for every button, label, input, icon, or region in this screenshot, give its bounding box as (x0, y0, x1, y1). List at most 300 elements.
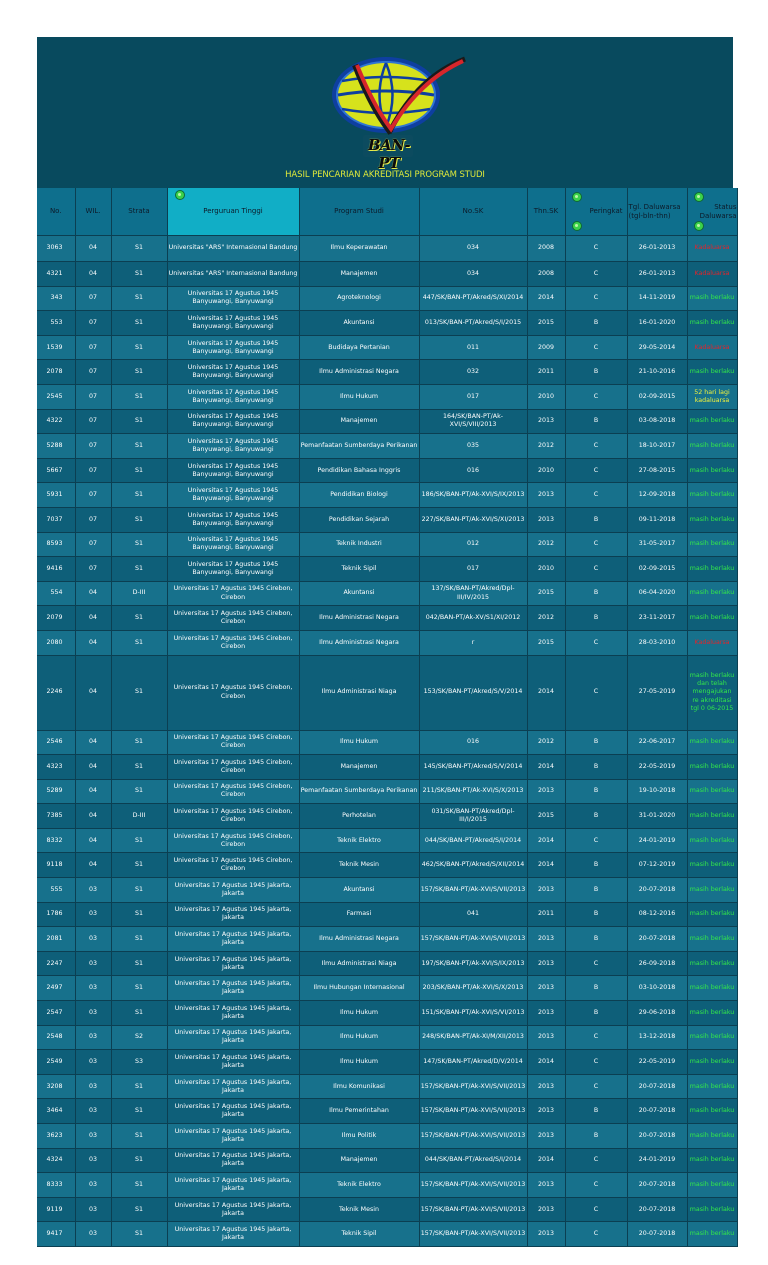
table-row (37, 409, 737, 434)
cell-no-sk: 016 (419, 730, 527, 755)
cell-thn-sk: 2010 (527, 458, 565, 483)
cell-wil: 07 (75, 409, 111, 434)
cell-status-daluwarsa: masih berlaku (687, 976, 737, 1001)
cell-no-sk: 164/SK/BAN-PT/Ak-XVI/S/VIII/2013 (419, 409, 527, 434)
results-table-wrapper (37, 188, 737, 1247)
cell-no: 5288 (37, 434, 75, 459)
cell-wil: 03 (75, 1148, 111, 1173)
table-row (37, 335, 737, 360)
cell-no-sk: 145/SK/BAN-PT/Akred/S/V/2014 (419, 755, 527, 780)
cell-wil: 07 (75, 335, 111, 360)
cell-thn-sk: 2013 (527, 507, 565, 532)
cell-thn-sk: 2011 (527, 902, 565, 927)
cell-status-daluwarsa: masih berlaku (687, 755, 737, 780)
header-program-studi-label: Program Studi (334, 207, 384, 216)
cell-perguruan-tinggi: Universitas 17 Agustus 1945 Banyuwangi, Banyuwangi (167, 507, 299, 532)
cell-status-daluwarsa: masih berlaku dan telah mengajukan re akreditasi tgl 0 06-2015 (687, 655, 737, 730)
cell-program-studi: Teknik Elektro (299, 828, 419, 853)
cell-wil: 04 (75, 779, 111, 804)
cell-peringkat: C (565, 630, 627, 655)
header-status-daluwarsa[interactable] (687, 188, 737, 236)
sort-down-icon[interactable] (694, 221, 704, 231)
cell-perguruan-tinggi: Universitas 17 Agustus 1945 Banyuwangi, Banyuwangi (167, 286, 299, 311)
cell-tgl-daluwarsa: 13-12-2018 (627, 1025, 687, 1050)
cell-peringkat: B (565, 730, 627, 755)
cell-status-daluwarsa: masih berlaku (687, 458, 737, 483)
header-status-daluwarsa-label: Status Daluwarsa (699, 202, 737, 220)
cell-program-studi: Pendidikan Sejarah (299, 507, 419, 532)
cell-peringkat: C (565, 458, 627, 483)
cell-thn-sk: 2014 (527, 286, 565, 311)
cell-no: 554 (37, 581, 75, 606)
table-row (37, 878, 737, 903)
cell-strata: S1 (111, 1001, 167, 1026)
table-row (37, 557, 737, 582)
cell-peringkat: B (565, 1001, 627, 1026)
cell-perguruan-tinggi: Universitas 17 Agustus 1945 Banyuwangi, Banyuwangi (167, 532, 299, 557)
cell-thn-sk: 2013 (527, 483, 565, 508)
cell-no: 4323 (37, 755, 75, 780)
cell-tgl-daluwarsa: 20-07-2018 (627, 878, 687, 903)
cell-no-sk: 016 (419, 458, 527, 483)
cell-thn-sk: 2013 (527, 1173, 565, 1198)
cell-status-daluwarsa: masih berlaku (687, 853, 737, 878)
cell-wil: 04 (75, 236, 111, 262)
table-row (37, 286, 737, 311)
cell-no: 5931 (37, 483, 75, 508)
cell-perguruan-tinggi: Universitas 17 Agustus 1945 Cirebon, Cirebon (167, 779, 299, 804)
table-row (37, 902, 737, 927)
cell-wil: 07 (75, 483, 111, 508)
cell-strata: S1 (111, 311, 167, 336)
cell-strata: S1 (111, 1074, 167, 1099)
cell-perguruan-tinggi: Universitas 17 Agustus 1945 Jakarta, Jakarta (167, 1148, 299, 1173)
cell-wil: 07 (75, 507, 111, 532)
header-peringkat-label: Peringkat (589, 207, 623, 216)
cell-tgl-daluwarsa: 26-09-2018 (627, 951, 687, 976)
header-no[interactable] (37, 188, 75, 236)
cell-strata: S2 (111, 1025, 167, 1050)
cell-tgl-daluwarsa: 31-05-2017 (627, 532, 687, 557)
cell-peringkat: C (565, 1025, 627, 1050)
cell-strata: S1 (111, 458, 167, 483)
cell-no: 3063 (37, 236, 75, 262)
cell-perguruan-tinggi: Universitas 17 Agustus 1945 Banyuwangi, Banyuwangi (167, 409, 299, 434)
table-row (37, 755, 737, 780)
cell-peringkat: C (565, 1050, 627, 1075)
cell-no-sk: 013/SK/BAN-PT/Akred/S/I/2015 (419, 311, 527, 336)
cell-perguruan-tinggi: Universitas 17 Agustus 1945 Cirebon, Cirebon (167, 655, 299, 730)
cell-strata: S1 (111, 828, 167, 853)
cell-wil: 07 (75, 532, 111, 557)
header-tgl-daluwarsa[interactable] (627, 188, 687, 236)
cell-tgl-daluwarsa: 03-08-2018 (627, 409, 687, 434)
cell-no: 4321 (37, 262, 75, 287)
cell-program-studi: Ilmu Administrasi Negara (299, 927, 419, 952)
cell-tgl-daluwarsa: 24-01-2019 (627, 1148, 687, 1173)
cell-status-daluwarsa: masih berlaku (687, 1099, 737, 1124)
cell-strata: S1 (111, 730, 167, 755)
cell-program-studi: Ilmu Hukum (299, 730, 419, 755)
results-table (37, 188, 738, 1247)
header-program-studi[interactable] (299, 188, 419, 236)
cell-tgl-daluwarsa: 31-01-2020 (627, 804, 687, 829)
cell-strata: S1 (111, 1099, 167, 1124)
cell-perguruan-tinggi: Universitas 17 Agustus 1945 Banyuwangi, Banyuwangi (167, 384, 299, 409)
cell-program-studi: Pendidikan Biologi (299, 483, 419, 508)
cell-wil: 04 (75, 655, 111, 730)
cell-program-studi: Teknik Industri (299, 532, 419, 557)
cell-no: 4322 (37, 409, 75, 434)
cell-program-studi: Manajemen (299, 1148, 419, 1173)
cell-no: 8332 (37, 828, 75, 853)
table-row (37, 1197, 737, 1222)
cell-no-sk: 017 (419, 384, 527, 409)
header-perguruan-tinggi-label: Perguruan Tinggi (203, 207, 263, 216)
cell-tgl-daluwarsa: 14-11-2019 (627, 286, 687, 311)
cell-peringkat: C (565, 951, 627, 976)
cell-no-sk: r (419, 630, 527, 655)
cell-tgl-daluwarsa: 08-12-2016 (627, 902, 687, 927)
cell-peringkat: B (565, 853, 627, 878)
cell-peringkat: B (565, 606, 627, 631)
cell-strata: S1 (111, 507, 167, 532)
cell-strata: S1 (111, 434, 167, 459)
cell-wil: 07 (75, 360, 111, 385)
cell-tgl-daluwarsa: 20-07-2018 (627, 927, 687, 952)
cell-no: 1539 (37, 335, 75, 360)
header-thn-sk-label: Thn.SK (533, 207, 559, 216)
cell-strata: S1 (111, 236, 167, 262)
cell-wil: 03 (75, 1001, 111, 1026)
cell-peringkat: C (565, 262, 627, 287)
cell-no-sk: 211/SK/BAN-PT/Ak-XVI/S/X/2013 (419, 779, 527, 804)
cell-tgl-daluwarsa: 27-05-2019 (627, 655, 687, 730)
cell-strata: S1 (111, 655, 167, 730)
table-body (37, 236, 737, 1247)
cell-peringkat: C (565, 1074, 627, 1099)
sort-up-icon[interactable] (572, 192, 582, 202)
cell-wil: 07 (75, 384, 111, 409)
cell-peringkat: C (565, 532, 627, 557)
cell-no: 9118 (37, 853, 75, 878)
cell-wil: 03 (75, 951, 111, 976)
cell-status-daluwarsa: masih berlaku (687, 1148, 737, 1173)
cell-program-studi: Akuntansi (299, 878, 419, 903)
cell-no-sk: 042/BAN-PT/Ak-XV/S1/XI/2012 (419, 606, 527, 631)
cell-no: 2081 (37, 927, 75, 952)
cell-tgl-daluwarsa: 02-09-2015 (627, 557, 687, 582)
cell-perguruan-tinggi: Universitas 17 Agustus 1945 Cirebon, Cirebon (167, 804, 299, 829)
cell-program-studi: Pemanfaatan Sumberdaya Perikanan (299, 434, 419, 459)
cell-status-daluwarsa: masih berlaku (687, 483, 737, 508)
table-row (37, 976, 737, 1001)
cell-strata: S1 (111, 1222, 167, 1247)
table-row (37, 1050, 737, 1075)
cell-wil: 07 (75, 311, 111, 336)
header-perguruan-tinggi[interactable] (167, 188, 299, 236)
cell-strata: S1 (111, 755, 167, 780)
header-no-sk[interactable] (419, 188, 527, 236)
cell-wil: 03 (75, 927, 111, 952)
cell-status-daluwarsa: masih berlaku (687, 1001, 737, 1026)
cell-no-sk: 203/SK/BAN-PT/Ak-XVI/S/X/2013 (419, 976, 527, 1001)
cell-perguruan-tinggi: Universitas 17 Agustus 1945 Cirebon, Cirebon (167, 606, 299, 631)
cell-strata: S1 (111, 1197, 167, 1222)
cell-thn-sk: 2011 (527, 360, 565, 385)
cell-thn-sk: 2014 (527, 1148, 565, 1173)
cell-thn-sk: 2013 (527, 779, 565, 804)
cell-thn-sk: 2012 (527, 434, 565, 459)
header-tgl-daluwarsa-label: Tgl. Daluwarsa (tgl-bln-thn) (628, 202, 681, 220)
ban-pt-logo (37, 37, 733, 172)
table-row (37, 1124, 737, 1149)
cell-strata: S1 (111, 1148, 167, 1173)
sort-up-icon[interactable] (694, 192, 704, 202)
cell-thn-sk: 2010 (527, 384, 565, 409)
header-wil[interactable] (75, 188, 111, 236)
table-row (37, 581, 737, 606)
cell-wil: 07 (75, 557, 111, 582)
cell-status-daluwarsa: masih berlaku (687, 1050, 737, 1075)
header-peringkat[interactable] (565, 188, 627, 236)
table-row (37, 1222, 737, 1247)
cell-tgl-daluwarsa: 20-07-2018 (627, 1222, 687, 1247)
cell-wil: 07 (75, 434, 111, 459)
cell-perguruan-tinggi: Universitas 17 Agustus 1945 Banyuwangi, Banyuwangi (167, 557, 299, 582)
cell-no-sk: 147/SK/BAN-PT/Akred/D/V/2014 (419, 1050, 527, 1075)
cell-peringkat: C (565, 828, 627, 853)
cell-no-sk: 197/SK/BAN-PT/Ak-XVI/S/IX/2013 (419, 951, 527, 976)
cell-perguruan-tinggi: Universitas 17 Agustus 1945 Cirebon, Cirebon (167, 853, 299, 878)
cell-status-daluwarsa: masih berlaku (687, 927, 737, 952)
table-row (37, 804, 737, 829)
cell-strata: S1 (111, 557, 167, 582)
header-thn-sk[interactable] (527, 188, 565, 236)
cell-no-sk: 157/SK/BAN-PT/Ak-XVI/S/VII/2013 (419, 1222, 527, 1247)
cell-thn-sk: 2013 (527, 1025, 565, 1050)
cell-thn-sk: 2013 (527, 927, 565, 952)
cell-strata: S1 (111, 335, 167, 360)
cell-no: 1786 (37, 902, 75, 927)
cell-strata: S1 (111, 976, 167, 1001)
header-no-sk-label: No.SK (462, 207, 484, 216)
header-strata[interactable] (111, 188, 167, 236)
cell-program-studi: Teknik Sipil (299, 1222, 419, 1247)
cell-thn-sk: 2012 (527, 730, 565, 755)
cell-status-daluwarsa: masih berlaku (687, 311, 737, 336)
cell-wil: 03 (75, 1124, 111, 1149)
cell-no-sk: 153/SK/BAN-PT/Akred/S/V/2014 (419, 655, 527, 730)
cell-no: 9416 (37, 557, 75, 582)
cell-no: 2548 (37, 1025, 75, 1050)
cell-strata: S1 (111, 1124, 167, 1149)
cell-strata: S1 (111, 262, 167, 287)
cell-status-daluwarsa: masih berlaku (687, 557, 737, 582)
cell-peringkat: C (565, 1197, 627, 1222)
cell-wil: 04 (75, 755, 111, 780)
cell-wil: 03 (75, 1025, 111, 1050)
table-row (37, 951, 737, 976)
cell-no: 2549 (37, 1050, 75, 1075)
cell-perguruan-tinggi: Universitas 17 Agustus 1945 Banyuwangi, Banyuwangi (167, 311, 299, 336)
cell-perguruan-tinggi: Universitas 17 Agustus 1945 Jakarta, Jakarta (167, 927, 299, 952)
cell-perguruan-tinggi: Universitas 17 Agustus 1945 Jakarta, Jakarta (167, 1222, 299, 1247)
cell-peringkat: C (565, 1173, 627, 1198)
cell-strata: S1 (111, 384, 167, 409)
cell-perguruan-tinggi: Universitas 17 Agustus 1945 Jakarta, Jakarta (167, 1197, 299, 1222)
cell-tgl-daluwarsa: 29-06-2018 (627, 1001, 687, 1026)
cell-program-studi: Budidaya Pertanian (299, 335, 419, 360)
table-header (37, 188, 737, 236)
cell-no: 2247 (37, 951, 75, 976)
cell-peringkat: B (565, 1099, 627, 1124)
cell-no-sk: 044/SK/BAN-PT/Akred/S/I/2014 (419, 1148, 527, 1173)
cell-status-daluwarsa: masih berlaku (687, 1124, 737, 1149)
cell-tgl-daluwarsa: 20-07-2018 (627, 1074, 687, 1099)
table-row (37, 1025, 737, 1050)
cell-program-studi: Teknik Mesin (299, 1197, 419, 1222)
table-row (37, 360, 737, 385)
cell-no: 9119 (37, 1197, 75, 1222)
cell-perguruan-tinggi: Universitas 17 Agustus 1945 Jakarta, Jakarta (167, 878, 299, 903)
cell-tgl-daluwarsa: 22-06-2017 (627, 730, 687, 755)
cell-no: 343 (37, 286, 75, 311)
table-row (37, 236, 737, 262)
cell-program-studi: Pemanfaatan Sumberdaya Perikanan (299, 779, 419, 804)
cell-peringkat: B (565, 360, 627, 385)
sort-down-icon[interactable] (572, 221, 582, 231)
table-row (37, 1148, 737, 1173)
cell-perguruan-tinggi: Universitas 17 Agustus 1945 Cirebon, Cirebon (167, 630, 299, 655)
cell-perguruan-tinggi: Universitas 17 Agustus 1945 Cirebon, Cirebon (167, 581, 299, 606)
cell-peringkat: C (565, 483, 627, 508)
cell-wil: 04 (75, 262, 111, 287)
sort-up-icon[interactable] (175, 190, 185, 200)
cell-status-daluwarsa: masih berlaku (687, 1074, 737, 1099)
cell-no-sk: 157/SK/BAN-PT/Ak-XVI/S/VII/2013 (419, 1124, 527, 1149)
cell-tgl-daluwarsa: 27-08-2015 (627, 458, 687, 483)
cell-wil: 03 (75, 902, 111, 927)
cell-tgl-daluwarsa: 26-01-2013 (627, 262, 687, 287)
table-row (37, 458, 737, 483)
cell-wil: 03 (75, 1222, 111, 1247)
cell-wil: 04 (75, 828, 111, 853)
cell-status-daluwarsa: masih berlaku (687, 902, 737, 927)
cell-thn-sk: 2013 (527, 878, 565, 903)
cell-status-daluwarsa: Kadaluarsa (687, 630, 737, 655)
cell-tgl-daluwarsa: 07-12-2019 (627, 853, 687, 878)
table-row (37, 927, 737, 952)
cell-wil: 03 (75, 1173, 111, 1198)
cell-thn-sk: 2012 (527, 606, 565, 631)
cell-program-studi: Teknik Elektro (299, 1173, 419, 1198)
cell-no-sk: 032 (419, 360, 527, 385)
cell-perguruan-tinggi: Universitas 17 Agustus 1945 Banyuwangi, Banyuwangi (167, 360, 299, 385)
cell-no-sk: 157/SK/BAN-PT/Ak-XVI/S/VII/2013 (419, 927, 527, 952)
cell-perguruan-tinggi: Universitas 17 Agustus 1945 Cirebon, Cirebon (167, 755, 299, 780)
cell-peringkat: B (565, 878, 627, 903)
cell-tgl-daluwarsa: 23-11-2017 (627, 606, 687, 631)
table-row (37, 384, 737, 409)
cell-wil: 03 (75, 1074, 111, 1099)
cell-strata: S1 (111, 853, 167, 878)
cell-tgl-daluwarsa: 03-10-2018 (627, 976, 687, 1001)
cell-no: 2545 (37, 384, 75, 409)
cell-thn-sk: 2013 (527, 1124, 565, 1149)
cell-no: 3623 (37, 1124, 75, 1149)
cell-wil: 07 (75, 286, 111, 311)
cell-status-daluwarsa: masih berlaku (687, 409, 737, 434)
cell-no: 8333 (37, 1173, 75, 1198)
cell-no-sk: 227/SK/BAN-PT/Ak-XVI/S/XI/2013 (419, 507, 527, 532)
cell-thn-sk: 2014 (527, 655, 565, 730)
cell-status-daluwarsa: masih berlaku (687, 951, 737, 976)
table-row (37, 1001, 737, 1026)
cell-no-sk: 035 (419, 434, 527, 459)
cell-peringkat: B (565, 755, 627, 780)
cell-no-sk: 011 (419, 335, 527, 360)
cell-strata: D-III (111, 804, 167, 829)
cell-program-studi: Agroteknologi (299, 286, 419, 311)
cell-program-studi: Ilmu Hukum (299, 1001, 419, 1026)
cell-program-studi: Ilmu Keperawatan (299, 236, 419, 262)
cell-perguruan-tinggi: Universitas 17 Agustus 1945 Jakarta, Jakarta (167, 1025, 299, 1050)
cell-thn-sk: 2009 (527, 335, 565, 360)
cell-status-daluwarsa: Kadaluarsa (687, 335, 737, 360)
logo-text: BAN-PT (367, 136, 411, 172)
cell-thn-sk: 2015 (527, 804, 565, 829)
cell-tgl-daluwarsa: 16-01-2020 (627, 311, 687, 336)
cell-thn-sk: 2015 (527, 581, 565, 606)
cell-perguruan-tinggi: Universitas 17 Agustus 1945 Banyuwangi, Banyuwangi (167, 434, 299, 459)
header-no-label: No. (49, 207, 62, 216)
cell-peringkat: C (565, 236, 627, 262)
cell-thn-sk: 2012 (527, 532, 565, 557)
cell-program-studi: Pendidikan Bahasa Inggris (299, 458, 419, 483)
cell-perguruan-tinggi: Universitas 17 Agustus 1945 Jakarta, Jakarta (167, 902, 299, 927)
cell-no-sk: 031/SK/BAN-PT/Akred/Dpl-III/I/2015 (419, 804, 527, 829)
cell-peringkat: C (565, 1222, 627, 1247)
cell-peringkat: B (565, 581, 627, 606)
cell-no: 4324 (37, 1148, 75, 1173)
cell-thn-sk: 2013 (527, 951, 565, 976)
cell-program-studi: Ilmu Politik (299, 1124, 419, 1149)
cell-no: 3208 (37, 1074, 75, 1099)
table-row (37, 853, 737, 878)
cell-thn-sk: 2014 (527, 853, 565, 878)
cell-program-studi: Ilmu Hukum (299, 1025, 419, 1050)
cell-perguruan-tinggi: Universitas 17 Agustus 1945 Jakarta, Jakarta (167, 951, 299, 976)
cell-no: 3464 (37, 1099, 75, 1124)
cell-strata: S1 (111, 532, 167, 557)
cell-no-sk: 157/SK/BAN-PT/Ak-XVI/S/VII/2013 (419, 878, 527, 903)
cell-status-daluwarsa: masih berlaku (687, 581, 737, 606)
cell-status-daluwarsa: masih berlaku (687, 779, 737, 804)
cell-wil: 03 (75, 976, 111, 1001)
cell-peringkat: B (565, 927, 627, 952)
cell-status-daluwarsa: masih berlaku (687, 606, 737, 631)
cell-strata: S1 (111, 902, 167, 927)
cell-thn-sk: 2010 (527, 557, 565, 582)
cell-no: 2079 (37, 606, 75, 631)
cell-perguruan-tinggi: Universitas 17 Agustus 1945 Jakarta, Jakarta (167, 1124, 299, 1149)
cell-wil: 07 (75, 458, 111, 483)
results-sheet (37, 37, 737, 1242)
table-row (37, 262, 737, 287)
cell-no: 8593 (37, 532, 75, 557)
cell-no: 2246 (37, 655, 75, 730)
